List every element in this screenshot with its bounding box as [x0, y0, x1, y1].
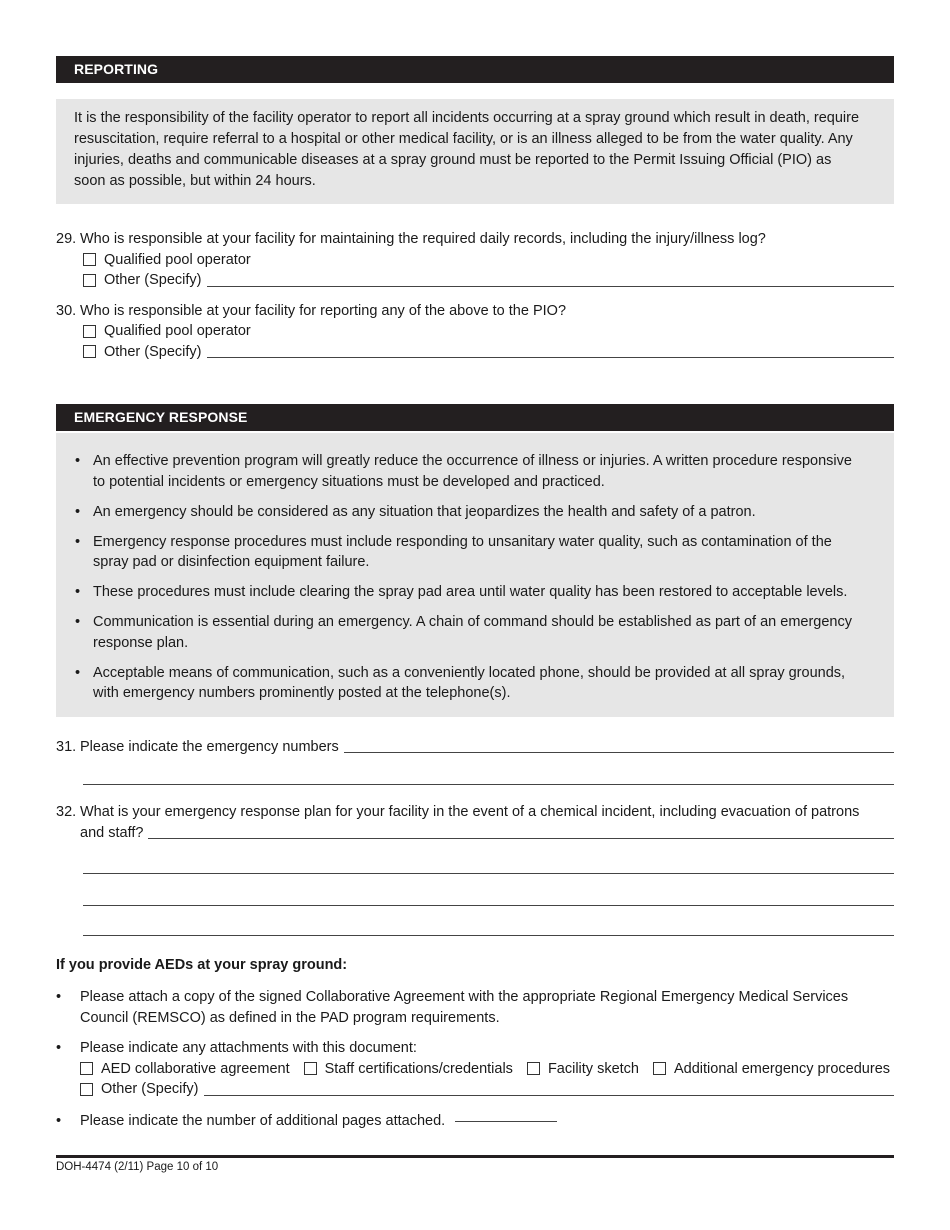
- emergency-numbers-input-line[interactable]: [344, 751, 894, 753]
- emergency-numbers-input-line-2[interactable]: [83, 783, 894, 785]
- checkbox[interactable]: [83, 274, 96, 287]
- checkbox[interactable]: [80, 1083, 93, 1096]
- option-label: Other (Specify): [104, 272, 202, 288]
- aed-bullet-1: [56, 987, 894, 1028]
- bullet-item: • Acceptable means of communication, such as a conveniently located phone, should be provided at all spray grounds, with emergency numbers prominently posted at the telephone(s).: [74, 663, 866, 704]
- option-aed-collaborative-agreement[interactable]: [80, 1059, 290, 1080]
- option-label: Staff certifications/credentials: [324, 1060, 513, 1077]
- specify-input-line[interactable]: [207, 285, 895, 287]
- question-number: 29.: [56, 231, 77, 247]
- bullet-item: • An emergency should be considered as any situation that jeopardizes the health and safety of a patron.: [74, 502, 866, 523]
- checkbox[interactable]: [304, 1062, 317, 1075]
- question-31: [56, 737, 894, 786]
- option-label: Qualified pool operator: [104, 323, 251, 339]
- aed-bullet-3: [56, 1111, 894, 1132]
- specify-input-line[interactable]: [204, 1094, 895, 1096]
- option-other-specify[interactable]: [80, 1079, 894, 1100]
- option-label: Other (Specify): [101, 1081, 199, 1097]
- response-plan-input-line-3[interactable]: [83, 904, 894, 906]
- option-other-specify[interactable]: [56, 270, 894, 291]
- question-text: Please indicate the emergency numbers: [80, 738, 339, 755]
- option-label: AED collaborative agreement: [101, 1060, 290, 1077]
- bullet-dot: •: [56, 989, 62, 1005]
- bullet-item: • An effective prevention program will greatly reduce the occurrence of illness or injuries. A written procedure responsive to potential incidents or emergency situations must be developed and practiced.: [74, 451, 866, 492]
- question-number: 31.: [56, 738, 77, 755]
- question-text: Who is responsible at your facility for maintaining the required daily records, including the injury/illness log?: [80, 231, 766, 247]
- question-29: [56, 229, 894, 291]
- option-label: Qualified pool operator: [104, 251, 251, 268]
- aed-heading: If you provide AEDs at your spray ground:: [56, 957, 348, 973]
- form-footer: DOH-4474 (2/11) Page 10 of 10: [56, 1161, 219, 1173]
- option-qualified-pool-operator[interactable]: [56, 250, 894, 271]
- question-number: 30.: [56, 302, 77, 319]
- reporting-section-header: REPORTING: [56, 56, 894, 83]
- response-plan-input-line[interactable]: [148, 837, 894, 839]
- aed-agreement-instruction: Please attach a copy of the signed Collaborative Agreement with the appropriate Regional Emergency Medical Services Council (REMSCO) as defined in the PAD program requirements.: [80, 989, 849, 1026]
- footer-rule: [56, 1155, 894, 1158]
- bullet-item: • These procedures must include clearing the spray pad area until water quality has been restored to acceptable levels.: [74, 582, 866, 603]
- question-text-continued: and staff?: [80, 824, 144, 841]
- option-additional-emergency-procedures[interactable]: [653, 1059, 890, 1080]
- option-label: Other (Specify): [104, 343, 202, 360]
- question-30: [56, 301, 894, 363]
- response-plan-input-line-4[interactable]: [83, 934, 894, 936]
- option-staff-certifications[interactable]: [304, 1059, 513, 1080]
- bullet-dot: •: [56, 1040, 62, 1056]
- question-32: [56, 802, 894, 936]
- question-text: Who is responsible at your facility for reporting any of the above to the PIO?: [80, 302, 567, 319]
- bullet-item: • Communication is essential during an emergency. A chain of command should be established as part of an emergency response plan.: [74, 612, 866, 653]
- checkbox[interactable]: [83, 345, 96, 358]
- option-label: Additional emergency procedures: [674, 1060, 891, 1077]
- emergency-section-header: EMERGENCY RESPONSE: [56, 404, 894, 431]
- emergency-info-box: [56, 433, 894, 717]
- emergency-bullet-list: [56, 433, 894, 717]
- question-number: 32.: [56, 804, 77, 820]
- reporting-intro: It is the responsibility of the facility operator to report all incidents occurring at a spray ground which result in death, require resuscitation, require referral to a hospital or other medical facility, or is an illness alleged to be from the water quality. Any injuries, deaths and communicable diseases at a spray ground must be reported to the Permit Issuing Official (PIO) as soon as possible, but within 24 hours.: [56, 99, 894, 204]
- attachments-instruction: Please indicate any attachments with this document:: [80, 1040, 417, 1056]
- checkbox[interactable]: [83, 325, 96, 338]
- additional-pages-instruction: Please indicate the number of additional pages attached.: [80, 1112, 446, 1129]
- checkbox[interactable]: [653, 1062, 666, 1075]
- specify-input-line[interactable]: [207, 356, 895, 358]
- bullet-dot: •: [56, 1112, 62, 1129]
- additional-pages-input-line[interactable]: [455, 1121, 557, 1122]
- bullet-item: • Emergency response procedures must include responding to unsanitary water quality, such as contamination of the spray pad or disinfection equipment failure.: [74, 532, 866, 573]
- option-other-specify[interactable]: [56, 342, 894, 363]
- attachments-options: [80, 1059, 894, 1080]
- checkbox[interactable]: [80, 1062, 93, 1075]
- option-facility-sketch[interactable]: [527, 1059, 639, 1080]
- response-plan-input-line-2[interactable]: [83, 872, 894, 874]
- checkbox[interactable]: [83, 253, 96, 266]
- question-text: What is your emergency response plan for your facility in the event of a chemical incident, including evacuation of patrons: [80, 804, 860, 820]
- form-page: [56, 56, 894, 1131]
- aed-bullet-2: [56, 1038, 894, 1100]
- option-qualified-pool-operator[interactable]: [56, 321, 894, 342]
- option-label: Facility sketch: [547, 1060, 639, 1077]
- checkbox[interactable]: [527, 1062, 540, 1075]
